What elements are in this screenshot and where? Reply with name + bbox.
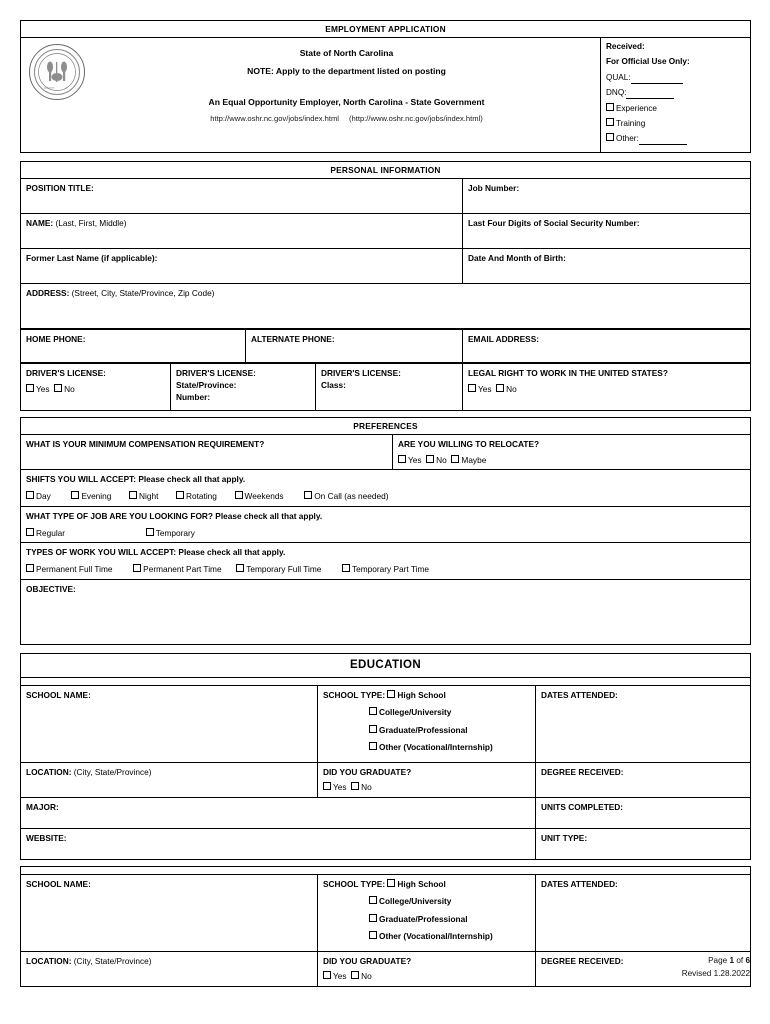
seal-cell — [21, 38, 93, 127]
drivers-license-table — [20, 363, 751, 411]
shift-label-3: Rotating — [186, 490, 217, 501]
location-row-2 — [21, 951, 751, 986]
school-type-field-1 — [318, 685, 536, 762]
school-type-opt-1-2: College/University — [379, 896, 452, 907]
name-label: NAME: — [26, 217, 54, 228]
page-total: 6 — [745, 956, 750, 966]
did-graduate-field-1 — [318, 762, 536, 797]
school-type-opt-2-1: Graduate/Professional — [379, 724, 468, 735]
preferences-band: PREFERENCES — [21, 417, 751, 434]
personal-information-band: PERSONAL INFORMATION — [21, 161, 751, 178]
relocate-yes-option[interactable] — [398, 454, 422, 466]
shift-label-0: Day — [36, 490, 51, 501]
objective-row — [21, 579, 751, 644]
education-spacer-2 — [21, 866, 751, 874]
header-body-row — [21, 38, 751, 153]
grad-yes-label-2: Yes — [333, 970, 347, 981]
position-title-label: POSITION TITLE: — [26, 182, 94, 193]
shift-label-5: On Call (as needed) — [314, 490, 389, 501]
school-type-opt-3-2: Other (Vocational/Internship) — [379, 931, 493, 942]
page-prefix: Page — [708, 956, 730, 966]
dates-attended-field-2[interactable] — [536, 874, 751, 951]
location-row-1 — [21, 762, 751, 797]
school-name-field-1[interactable] — [21, 685, 318, 762]
typework-options — [26, 563, 745, 575]
location-field-2[interactable] — [21, 951, 318, 986]
phone-row — [21, 329, 751, 362]
relocate-opt-0: Yes — [408, 454, 422, 465]
position-row — [21, 178, 751, 213]
school-type-opt-0-2: High School — [397, 878, 446, 889]
shift-option-rotating[interactable] — [176, 490, 217, 502]
state-line: State of North Carolina — [299, 48, 394, 59]
website-label-1: WEBSITE: — [26, 832, 67, 843]
dnq-field[interactable] — [606, 87, 745, 99]
jobtype-label-0: Regular — [36, 527, 66, 538]
dates-attended-field-1[interactable] — [536, 685, 751, 762]
shift-night-checkbox[interactable] — [129, 491, 137, 499]
legal-right-yesno[interactable] — [468, 383, 745, 395]
drivers-license-label-1: DRIVER'S LICENSE: — [26, 367, 106, 378]
jobtype-options — [26, 527, 745, 539]
grad-yes-option-2[interactable] — [323, 970, 347, 982]
school-type-row-other-1[interactable] — [369, 741, 530, 753]
dl-no-checkbox[interactable] — [54, 384, 62, 392]
school-row-1 — [21, 685, 751, 762]
relocate-opt-1: No — [436, 454, 447, 465]
dl-number-label: Number: — [176, 391, 211, 402]
shift-evening-checkbox[interactable] — [71, 491, 79, 499]
school-type-row-hs-1[interactable] — [323, 689, 530, 701]
school-type-row-grad-2[interactable] — [369, 913, 530, 925]
url-paren: (http://www.oshr.nc.gov/jobs/index.html) — [348, 114, 483, 124]
school-type-row-college-1[interactable] — [369, 706, 530, 718]
ssn-label: Last Four Digits of Social Security Number: — [468, 217, 640, 228]
unit-type-label-1: UNIT TYPE: — [541, 832, 588, 843]
header-title-row — [21, 21, 751, 38]
location-hint-1: (City, State/Province) — [73, 766, 152, 777]
url-line — [98, 113, 595, 124]
degree-received-label-1: DEGREE RECEIVED: — [541, 766, 624, 777]
typework-option-temp-full[interactable] — [236, 563, 321, 575]
note-line: NOTE: Apply to the department listed on posting — [247, 66, 446, 77]
grad-no-option-1[interactable] — [351, 781, 372, 793]
location-label-1: LOCATION: — [26, 766, 72, 777]
school-type-opt-2-2: Graduate/Professional — [379, 913, 468, 924]
objective-field[interactable] — [21, 579, 751, 644]
typework-field — [21, 542, 751, 579]
school-row-2 — [21, 874, 751, 951]
jobtype-label: WHAT TYPE OF JOB ARE YOU LOOKING FOR? Please check all that apply. — [26, 510, 323, 521]
job-number-field[interactable] — [463, 178, 751, 213]
shifts-label: SHIFTS YOU WILL ACCEPT: Please check all that apply. — [26, 473, 246, 484]
school-type-other-checkbox-2[interactable] — [369, 931, 377, 939]
form-title: EMPLOYMENT APPLICATION — [21, 21, 751, 38]
legal-yes-label: Yes — [478, 383, 492, 394]
unit-type-field-1[interactable] — [536, 828, 751, 859]
url-text[interactable]: http://www.oshr.nc.gov/jobs/index.html — [210, 114, 339, 124]
qual-label: QUAL: — [606, 72, 631, 82]
shifts-field — [21, 469, 751, 506]
other-checkbox-row[interactable] — [606, 133, 745, 145]
location-hint-2: (City, State/Province) — [73, 955, 152, 966]
location-label-2: LOCATION: — [26, 955, 72, 966]
website-field-1[interactable] — [21, 828, 536, 859]
school-type-label-1: SCHOOL TYPE: — [323, 689, 386, 700]
ssn-field[interactable] — [463, 213, 751, 248]
education-band: EDUCATION — [21, 653, 751, 677]
objective-label: OBJECTIVE: — [26, 583, 76, 594]
legal-no-label: No — [506, 383, 517, 394]
jobtype-temporary-checkbox[interactable] — [146, 528, 154, 536]
dates-attended-label-1: DATES ATTENDED: — [541, 689, 618, 700]
school-type-row-other-2[interactable] — [369, 930, 530, 942]
dl-yes-option[interactable] — [26, 383, 50, 395]
school-type-row-hs-2[interactable] — [323, 878, 530, 890]
shift-label-4: Weekends — [244, 490, 284, 501]
drivers-license-label-2: DRIVER'S LICENSE: — [176, 367, 256, 378]
dl-class-label: Class: — [321, 379, 346, 390]
legal-right-label: LEGAL RIGHT TO WORK IN THE UNITED STATES? — [468, 367, 668, 378]
did-graduate-label-1: DID YOU GRADUATE? — [323, 766, 412, 777]
page-number: 1 — [729, 956, 735, 966]
min-compensation-label: WHAT IS YOUR MINIMUM COMPENSATION REQUIREMENT? — [26, 438, 265, 449]
experience-checkbox[interactable] — [606, 103, 614, 111]
experience-label: Experience — [616, 103, 657, 113]
school-type-grad-checkbox-2[interactable] — [369, 914, 377, 922]
degree-received-label-2: DEGREE RECEIVED: — [541, 955, 624, 966]
major-row-1 — [21, 797, 751, 828]
shift-day-checkbox[interactable] — [26, 491, 34, 499]
did-graduate-options-1[interactable] — [323, 781, 530, 793]
name-field[interactable] — [21, 213, 463, 248]
grad-yes-option-1[interactable] — [323, 781, 347, 793]
school-type-row-college-2[interactable] — [369, 895, 530, 907]
school-type-row-grad-1[interactable] — [369, 724, 530, 736]
relocate-field — [393, 434, 751, 469]
typework-option-perm-full[interactable] — [26, 563, 113, 575]
relocate-yes-checkbox[interactable] — [398, 455, 406, 463]
grad-no-label-1: No — [361, 781, 372, 792]
job-number-label: Job Number: — [468, 182, 520, 193]
education-spacer — [21, 677, 751, 685]
header-center-cell — [93, 38, 600, 127]
revised-date: Revised 1.28.2022 — [681, 968, 750, 978]
dnq-label: DNQ: — [606, 88, 627, 98]
drivers-license-has-field — [21, 363, 171, 410]
preferences-table — [20, 417, 751, 645]
legal-no-checkbox[interactable] — [496, 384, 504, 392]
alternate-phone-field[interactable] — [246, 329, 463, 362]
shift-weekends-checkbox[interactable] — [235, 491, 243, 499]
page-mid: of — [734, 956, 746, 966]
for-official-use-box — [601, 38, 751, 153]
other-checkbox[interactable] — [606, 133, 614, 141]
location-field-1[interactable] — [21, 762, 318, 797]
nc-state-seal-icon — [29, 44, 85, 100]
did-graduate-label-2: DID YOU GRADUATE? — [323, 955, 412, 966]
drivers-license-state-field[interactable] — [171, 363, 316, 410]
email-address-field[interactable] — [463, 329, 751, 362]
shifts-row — [21, 469, 751, 506]
jobtype-option-regular[interactable] — [26, 527, 65, 539]
education-spacer-row-2 — [21, 866, 751, 874]
school-type-label-2: SCHOOL TYPE: — [323, 878, 386, 889]
degree-received-field-1[interactable] — [536, 762, 751, 797]
position-title-field[interactable] — [21, 178, 463, 213]
drivers-license-label-3: DRIVER'S LICENSE: — [321, 367, 401, 378]
shift-rotating-checkbox[interactable] — [176, 491, 184, 499]
school-type-college-checkbox-2[interactable] — [369, 896, 377, 904]
received-label: Received: — [606, 42, 645, 52]
dl-state-label: State/Province: — [176, 379, 237, 390]
alternate-phone-label: ALTERNATE PHONE: — [251, 333, 335, 344]
school-type-grad-checkbox-1[interactable] — [369, 725, 377, 733]
dl-no-label: No — [64, 383, 75, 394]
drivers-license-yesno[interactable] — [26, 383, 165, 395]
other-label: Other: — [616, 134, 639, 144]
header-table — [20, 20, 751, 153]
typework-label-0: Permanent Full Time — [36, 563, 113, 574]
shift-label-2: Night — [139, 490, 159, 501]
school-type-hs-checkbox-2[interactable] — [387, 879, 395, 887]
grad-no-checkbox-1[interactable] — [351, 782, 359, 790]
typework-label-3: Temporary Part Time — [351, 563, 429, 574]
typework-temp-part-checkbox[interactable] — [342, 564, 350, 572]
school-type-opt-3-1: Other (Vocational/Internship) — [379, 742, 493, 753]
education-table-1 — [20, 653, 751, 860]
major-label-1: MAJOR: — [26, 801, 59, 812]
experience-checkbox-row[interactable] — [606, 103, 745, 115]
legal-yes-checkbox[interactable] — [468, 384, 476, 392]
jobtype-field — [21, 506, 751, 542]
legal-right-field — [463, 363, 751, 410]
major-field-1[interactable] — [21, 797, 536, 828]
grad-yes-checkbox-2[interactable] — [323, 971, 331, 979]
for-official-use-label: For Official Use Only: — [606, 57, 690, 67]
relocate-maybe-checkbox[interactable] — [451, 455, 459, 463]
jobtype-row — [21, 506, 751, 542]
dl-yes-label: Yes — [36, 383, 50, 394]
relocate-no-checkbox[interactable] — [426, 455, 434, 463]
grad-no-option-2[interactable] — [351, 970, 372, 982]
school-name-field-2[interactable] — [21, 874, 318, 951]
legal-no-option[interactable] — [496, 383, 517, 395]
former-last-name-label: Former Last Name (if applicable): — [26, 252, 158, 263]
education-table-2 — [20, 866, 751, 987]
typework-option-perm-part[interactable] — [133, 563, 221, 575]
typework-label-1: Permanent Part Time — [143, 563, 222, 574]
typework-label-2: Temporary Full Time — [246, 563, 322, 574]
shift-option-evening[interactable] — [71, 490, 111, 502]
units-completed-label-1: UNITS COMPLETED: — [541, 801, 624, 812]
dob-field[interactable] — [463, 248, 751, 283]
typework-row — [21, 542, 751, 579]
dl-yes-checkbox[interactable] — [26, 384, 34, 392]
typework-temp-full-checkbox[interactable] — [236, 564, 244, 572]
compensation-row — [21, 434, 751, 469]
shift-option-night[interactable] — [129, 490, 158, 502]
home-phone-label: HOME PHONE: — [26, 333, 86, 344]
typework-option-temp-part[interactable] — [342, 563, 429, 575]
training-checkbox[interactable] — [606, 118, 614, 126]
relocate-opt-2: Maybe — [461, 454, 487, 465]
shift-option-weekends[interactable] — [235, 490, 284, 502]
typework-label: TYPES OF WORK YOU WILL ACCEPT: Please check all that apply. — [26, 546, 286, 557]
svg-text:NORTH: NORTH — [44, 86, 55, 91]
shifts-options — [26, 490, 745, 502]
jobtype-regular-checkbox[interactable] — [26, 528, 34, 536]
email-address-label: EMAIL ADDRESS: — [468, 333, 539, 344]
school-type-other-checkbox-1[interactable] — [369, 742, 377, 750]
home-phone-field[interactable] — [21, 329, 246, 362]
legal-yes-option[interactable] — [468, 383, 492, 395]
preferences-band-row — [21, 417, 751, 434]
contact-table — [20, 329, 751, 363]
school-type-opt-1-1: College/University — [379, 707, 452, 718]
eeo-line: An Equal Opportunity Employer, North Carolina - State Government — [208, 96, 485, 107]
page-footer — [682, 955, 750, 980]
name-hint: (Last, First, Middle) — [55, 217, 127, 228]
name-row — [21, 213, 751, 248]
school-name-label-1: SCHOOL NAME: — [26, 689, 91, 700]
jobtype-label-1: Temporary — [155, 527, 195, 538]
typework-perm-part-checkbox[interactable] — [133, 564, 141, 572]
typework-perm-full-checkbox[interactable] — [26, 564, 34, 572]
personal-information-table — [20, 161, 751, 329]
shift-option-day[interactable] — [26, 490, 51, 502]
address-field[interactable] — [21, 283, 751, 328]
drivers-license-row — [21, 363, 751, 410]
training-checkbox-row[interactable] — [606, 118, 745, 130]
school-type-hs-checkbox-1[interactable] — [387, 690, 395, 698]
education-spacer-row — [21, 677, 751, 685]
relocate-maybe-option[interactable] — [451, 454, 486, 466]
dl-no-option[interactable] — [54, 383, 75, 395]
did-graduate-field-2 — [318, 951, 536, 986]
former-name-row — [21, 248, 751, 283]
former-last-name-field[interactable] — [21, 248, 463, 283]
address-hint: (Street, City, State/Province, Zip Code) — [71, 287, 215, 298]
units-completed-field-1[interactable] — [536, 797, 751, 828]
address-row — [21, 283, 751, 328]
shift-label-1: Evening — [81, 490, 112, 501]
header-left-cell — [21, 38, 601, 153]
dob-label: Date And Month of Birth: — [468, 252, 566, 263]
school-type-opt-0-1: High School — [397, 689, 446, 700]
shift-oncall-checkbox[interactable] — [304, 491, 312, 499]
school-type-college-checkbox-1[interactable] — [369, 707, 377, 715]
training-label: Training — [616, 118, 646, 128]
relocate-label: ARE YOU WILLING TO RELOCATE? — [398, 438, 540, 449]
did-graduate-options-2[interactable] — [323, 970, 530, 982]
min-compensation-field[interactable] — [21, 434, 393, 469]
drivers-license-class-field[interactable] — [316, 363, 463, 410]
shift-option-on-call[interactable] — [304, 490, 388, 502]
dates-attended-label-2: DATES ATTENDED: — [541, 878, 618, 889]
education-band-row — [21, 653, 751, 677]
grad-no-label-2: No — [361, 970, 372, 981]
relocate-options[interactable] — [398, 454, 745, 466]
grad-yes-label-1: Yes — [333, 781, 347, 792]
school-type-field-2 — [318, 874, 536, 951]
qual-field[interactable] — [606, 72, 745, 84]
jobtype-option-temporary[interactable] — [146, 527, 195, 539]
grad-no-checkbox-2[interactable] — [351, 971, 359, 979]
grad-yes-checkbox-1[interactable] — [323, 782, 331, 790]
page-indicator — [682, 955, 750, 967]
relocate-no-option[interactable] — [426, 454, 447, 466]
personal-band-row — [21, 161, 751, 178]
website-row-1 — [21, 828, 751, 859]
school-name-label-2: SCHOOL NAME: — [26, 878, 91, 889]
address-label: ADDRESS: — [26, 287, 70, 298]
